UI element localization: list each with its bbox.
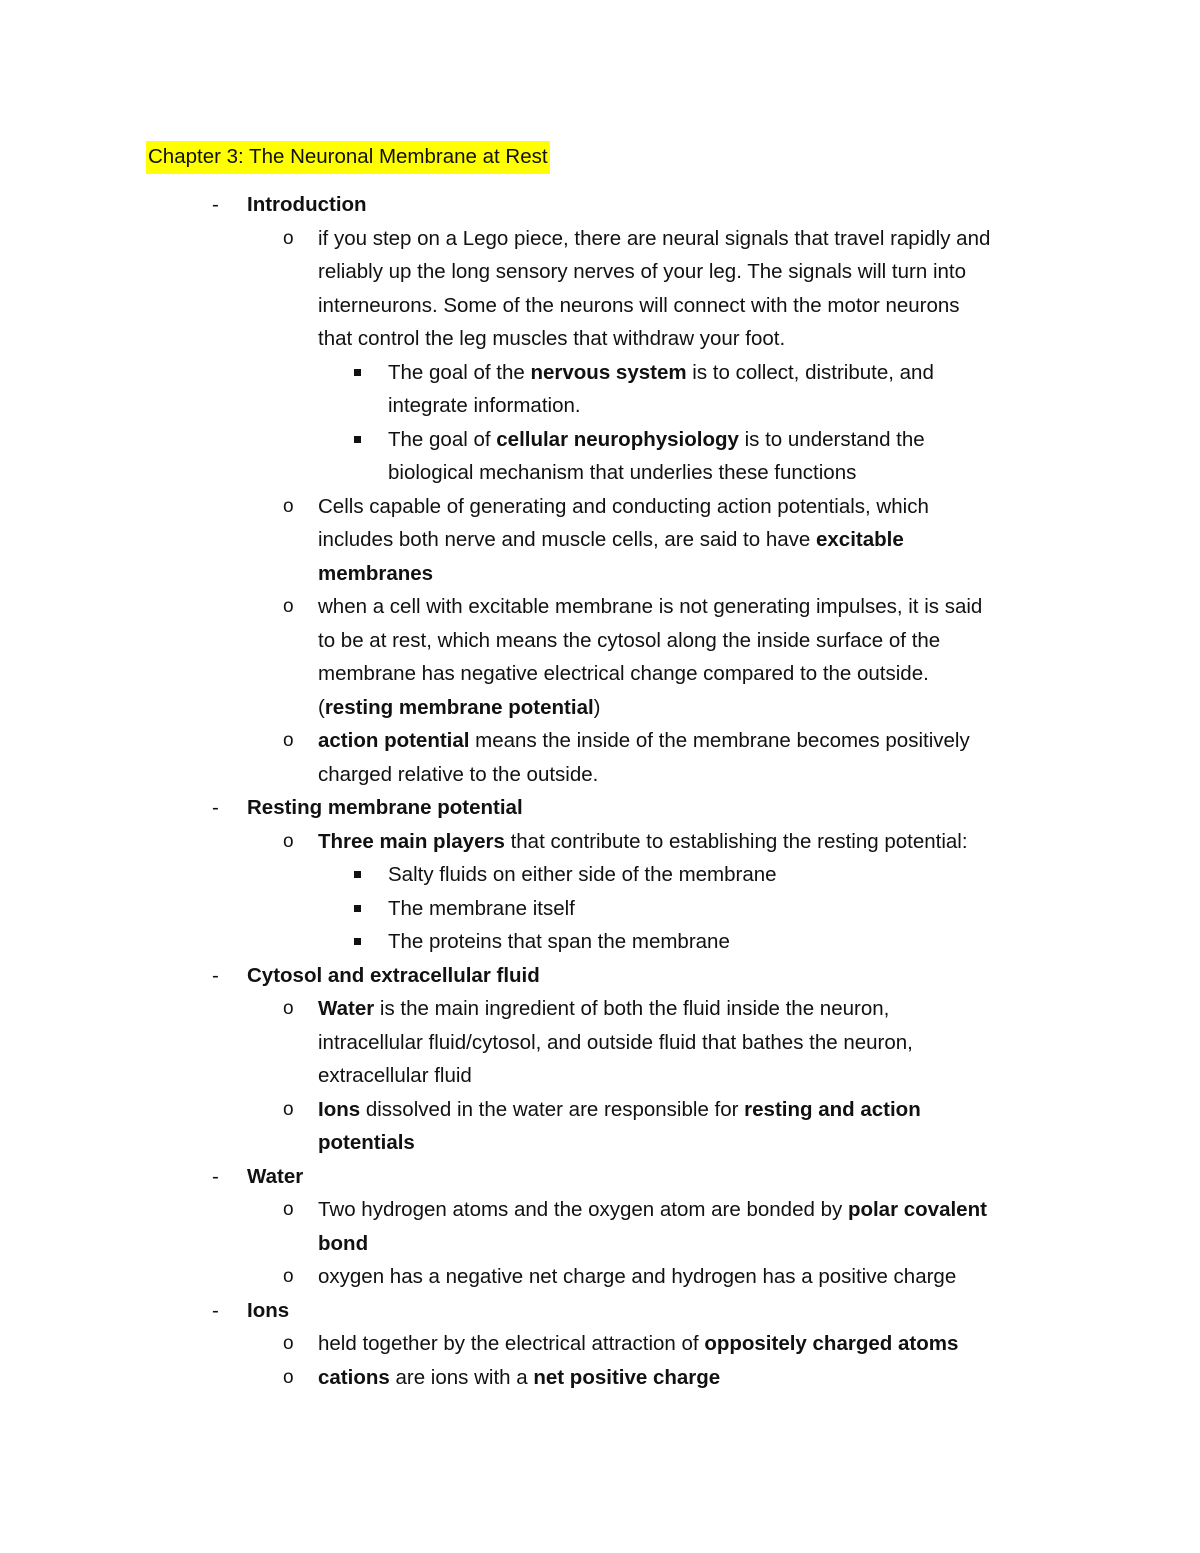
circle-bullet: o bbox=[283, 1199, 294, 1220]
list-item-text: if you step on a Lego piece, there are neural signals that travel rapidly and bbox=[318, 226, 991, 250]
list-item-continuation: potentials bbox=[318, 1131, 415, 1154]
list-item-text: oxygen has a negative net charge and hydrogen has a positive charge bbox=[318, 1265, 957, 1288]
list-item-continuation bbox=[0, 255, 1200, 289]
outline-heading-water bbox=[0, 1160, 1200, 1194]
circle-bullet: o bbox=[283, 596, 294, 617]
circle-bullet: o bbox=[283, 1266, 294, 1287]
list-item-continuation bbox=[0, 758, 1200, 792]
heading-text: Cytosol and extracellular fluid bbox=[247, 963, 540, 987]
outline-heading-introduction bbox=[0, 188, 1200, 222]
list-item-text: extracellular fluid bbox=[318, 1064, 472, 1087]
list-item: o action potential means the inside of the membrane becomes positively bbox=[0, 724, 1200, 758]
list-item-text: that control the leg muscles that withdraw your foot. bbox=[318, 327, 786, 350]
list-item bbox=[0, 858, 1200, 892]
dash-bullet: - bbox=[212, 193, 219, 216]
circle-bullet: o bbox=[283, 830, 294, 852]
list-item bbox=[0, 222, 1200, 256]
list-item-text: charged relative to the outside. bbox=[318, 762, 599, 786]
circle-bullet: o bbox=[283, 227, 294, 249]
list-item-continuation: bond bbox=[318, 1231, 369, 1255]
list-item: The goal of cellular neurophysiology is to understand the bbox=[0, 423, 1200, 457]
list-item: The goal of the nervous system is to collect, distribute, and bbox=[0, 356, 1200, 390]
list-item-text: Salty fluids on either side of the membrane bbox=[388, 863, 777, 886]
list-item bbox=[0, 490, 1200, 524]
list-item: o Two hydrogen atoms and the oxygen atom are bonded by polar covalent bbox=[0, 1193, 1200, 1227]
circle-bullet: o bbox=[283, 998, 294, 1019]
list-item-continuation bbox=[0, 322, 1200, 356]
list-item-text: when a cell with excitable membrane is not generating impulses, it is said bbox=[318, 595, 983, 618]
list-item-continuation bbox=[0, 389, 1200, 423]
square-bullet bbox=[354, 938, 361, 945]
list-item-text: integrate information. bbox=[388, 394, 581, 417]
list-item-text: interneurons. Some of the neurons will connect with the motor neurons bbox=[318, 293, 960, 317]
list-item-continuation bbox=[0, 1026, 1200, 1060]
list-item: o cations are ions with a net positive charge bbox=[0, 1361, 1200, 1395]
list-item-text: The membrane itself bbox=[388, 896, 575, 920]
square-bullet bbox=[354, 905, 361, 912]
list-item-text: biological mechanism that underlies these functions bbox=[388, 461, 857, 484]
outline-heading-cytosol bbox=[0, 959, 1200, 993]
circle-bullet: o bbox=[283, 1366, 294, 1388]
square-bullet bbox=[354, 871, 361, 878]
list-item-text: to be at rest, which means the cytosol along the inside surface of the bbox=[318, 628, 941, 652]
list-item-text: Cells capable of generating and conducting action potentials, which bbox=[318, 494, 929, 518]
chapter-title: Chapter 3: The Neuronal Membrane at Rest bbox=[146, 141, 550, 174]
list-item-continuation: (resting membrane potential) bbox=[318, 695, 601, 719]
list-item bbox=[0, 1260, 1200, 1294]
outline bbox=[0, 188, 1200, 1394]
list-item: o Ions dissolved in the water are responsible for resting and action bbox=[0, 1093, 1200, 1127]
heading-text: Ions bbox=[247, 1298, 290, 1322]
circle-bullet: o bbox=[283, 1333, 294, 1354]
list-item-continuation bbox=[0, 1059, 1200, 1093]
list-item-text: reliably up the long sensory nerves of your leg. The signals will turn into bbox=[318, 260, 966, 283]
circle-bullet: o bbox=[283, 495, 294, 517]
heading-text: Water bbox=[247, 1164, 304, 1188]
list-item: o Water is the main ingredient of both the fluid inside the neuron, bbox=[0, 992, 1200, 1026]
outline-heading-resting-membrane-potential bbox=[0, 791, 1200, 825]
list-item-continuation bbox=[0, 289, 1200, 323]
list-item bbox=[0, 590, 1200, 624]
dash-bullet: - bbox=[212, 1298, 219, 1322]
list-item bbox=[0, 925, 1200, 959]
heading-text: Introduction bbox=[247, 193, 367, 216]
circle-bullet: o bbox=[283, 730, 294, 751]
dash-bullet: - bbox=[212, 1164, 219, 1188]
list-item-text: The proteins that span the membrane bbox=[388, 930, 730, 953]
square-bullet bbox=[354, 436, 361, 443]
square-bullet bbox=[354, 369, 361, 376]
dash-bullet: - bbox=[212, 963, 219, 987]
list-item: o Three main players that contribute to establishing the resting potential: bbox=[0, 825, 1200, 859]
list-item: o held together by the electrical attraction of oppositely charged atoms bbox=[0, 1327, 1200, 1361]
outline-heading-ions bbox=[0, 1294, 1200, 1328]
list-item-continuation bbox=[0, 657, 1200, 691]
list-item-continuation: membranes bbox=[318, 561, 434, 585]
list-item-text: intracellular fluid/cytosol, and outside fluid that bathes the neuron, bbox=[318, 1030, 913, 1054]
heading-text: Resting membrane potential bbox=[247, 796, 523, 819]
circle-bullet: o bbox=[283, 1098, 294, 1120]
dash-bullet: - bbox=[212, 796, 219, 819]
list-item-text: membrane has negative electrical change compared to the outside. bbox=[318, 662, 929, 685]
list-item-continuation bbox=[0, 624, 1200, 658]
list-item-continuation: includes both nerve and muscle cells, are said to have excitable bbox=[318, 528, 904, 551]
list-item-continuation bbox=[0, 456, 1200, 490]
list-item bbox=[0, 892, 1200, 926]
